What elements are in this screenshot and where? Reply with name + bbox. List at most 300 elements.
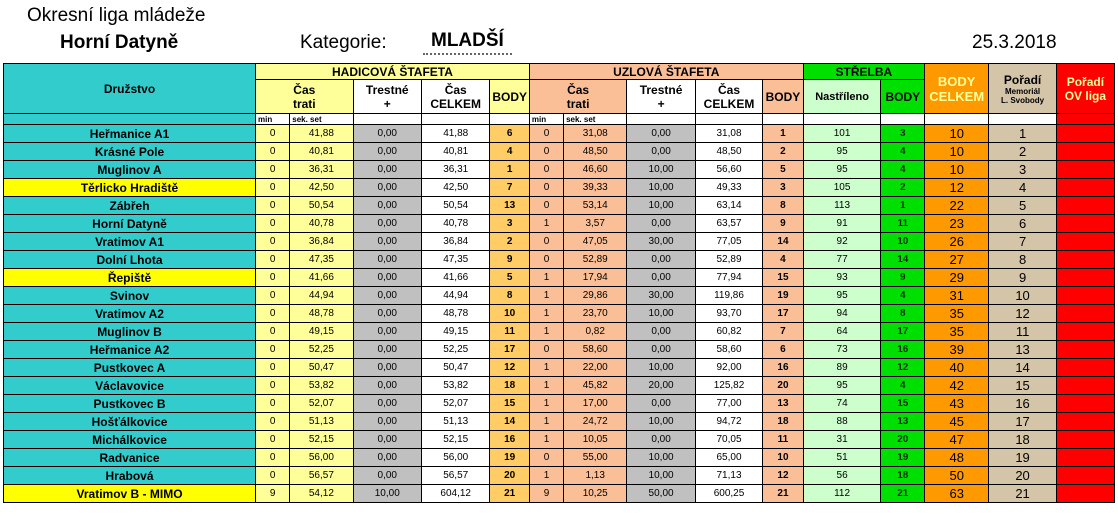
knot-min-cell: 0 [529,341,563,359]
knot-total-time-cell: 94,72 [695,413,762,431]
hose-total-time-cell: 41,88 [421,125,489,143]
league-order-cell [1056,269,1114,287]
knot-sec-cell: 53,14 [564,197,627,215]
hose-penalty-cell: 0,00 [353,251,421,269]
shooting-points-cell: 13 [881,413,925,431]
team-name-cell: Krásné Pole [4,143,256,161]
shooting-hits-cell: 93 [803,269,881,287]
knot-points-cell: 13 [763,395,803,413]
shooting-points-cell: 10 [881,233,925,251]
knot-points-cell: 20 [763,377,803,395]
shooting-hits-cell: 91 [803,215,881,233]
knot-total-time-cell: 70,05 [695,431,762,449]
knot-penalty-cell: 10,00 [627,467,695,485]
knot-points-cell: 14 [763,233,803,251]
hose-total-time-cell: 52,15 [421,431,489,449]
total-points-cell: 43 [925,395,989,413]
knot-total-time-cell: 71,13 [695,467,762,485]
hose-min-cell: 0 [256,251,290,269]
col-h-time-l1: Čas [293,82,316,97]
shooting-hits-cell: 89 [803,359,881,377]
hose-min-cell: 0 [256,431,290,449]
team-name-cell: Vratimov B - MIMO [4,485,256,503]
shooting-points-cell: 19 [881,449,925,467]
hose-penalty-cell: 0,00 [353,161,421,179]
league-order-cell [1056,413,1114,431]
knot-total-time-cell: 125,82 [695,377,762,395]
league-order-cell [1056,467,1114,485]
knot-points-cell: 3 [763,179,803,197]
hose-total-time-cell: 44,94 [421,287,489,305]
hose-total-time-cell: 52,25 [421,341,489,359]
shooting-hits-cell: 95 [803,377,881,395]
knot-min-cell: 1 [529,431,563,449]
knot-sec-cell: 10,25 [564,485,627,503]
knot-sec-cell: 46,60 [564,161,627,179]
team-name-cell: Hrabová [4,467,256,485]
hose-min-cell: 0 [256,179,290,197]
hose-min-cell: 0 [256,359,290,377]
knot-total-time-cell: 49,33 [695,179,762,197]
shooting-points-cell: 1 [881,197,925,215]
hose-penalty-cell: 0,00 [353,287,421,305]
hose-penalty-cell: 0,00 [353,215,421,233]
knot-penalty-cell: 0,00 [627,143,695,161]
total-points-cell: 22 [925,197,989,215]
hose-min-cell: 0 [256,269,290,287]
hose-points-cell: 3 [490,215,529,233]
table-row [4,143,1115,161]
col-h-points: BODY [490,80,529,114]
shooting-points-cell: 4 [881,161,925,179]
memorial-order-cell: 7 [989,233,1056,251]
hose-min-cell: 0 [256,143,290,161]
table-row [4,467,1115,485]
unit-blank [4,114,256,125]
table-row [4,449,1115,467]
knot-sec-cell: 10,05 [564,431,627,449]
col-order [989,64,1056,114]
team-name-cell: Muglinov B [4,323,256,341]
hose-sec-cell: 54,12 [290,485,353,503]
hose-total-time-cell: 56,00 [421,449,489,467]
header-row-1 [4,64,1115,80]
total-points-cell: 23 [925,215,989,233]
hose-points-cell: 1 [490,161,529,179]
team-name-cell: Řepiště [4,269,256,287]
total-points-cell: 39 [925,341,989,359]
hose-total-time-cell: 36,84 [421,233,489,251]
knot-penalty-cell: 10,00 [627,161,695,179]
knot-points-cell: 1 [763,125,803,143]
knot-points-cell: 10 [763,449,803,467]
hose-sec-cell: 50,47 [290,359,353,377]
shooting-hits-cell: 31 [803,431,881,449]
shooting-hits-cell: 95 [803,161,881,179]
knot-sec-cell: 52,89 [564,251,627,269]
competition-date: 25.3.2018 [972,32,1057,53]
hose-points-cell: 10 [490,305,529,323]
col-total-points-line1: BODY [937,73,976,89]
table-row [4,233,1115,251]
knot-total-time-cell: 93,70 [695,305,762,323]
shooting-points-cell: 21 [881,485,925,503]
team-name-cell: Dolní Lhota [4,251,256,269]
league-order-cell [1056,431,1114,449]
knot-sec-cell: 39,33 [564,179,627,197]
knot-sec-cell: 24,72 [564,413,627,431]
hose-penalty-cell: 0,00 [353,197,421,215]
total-points-cell: 40 [925,359,989,377]
knot-min-cell: 1 [529,359,563,377]
hose-sec-cell: 50,54 [290,197,353,215]
col-total-points [925,64,989,114]
total-points-cell: 12 [925,179,989,197]
knot-min-cell: 1 [529,413,563,431]
hose-penalty-cell: 0,00 [353,431,421,449]
knot-total-time-cell: 60,82 [695,323,762,341]
knot-min-cell: 1 [529,269,563,287]
hose-penalty-cell: 0,00 [353,377,421,395]
knot-penalty-cell: 10,00 [627,197,695,215]
knot-points-cell: 4 [763,251,803,269]
total-points-cell: 45 [925,413,989,431]
shooting-hits-cell: 73 [803,341,881,359]
club-title: Horní Datyně [60,32,179,53]
team-name-cell: Horní Datyně [4,215,256,233]
hose-points-cell: 5 [490,269,529,287]
memorial-order-cell: 20 [989,467,1056,485]
col-k-time-l2: trati [566,96,590,111]
col-order-line2: Memoriál [1005,86,1041,96]
total-points-cell: 27 [925,251,989,269]
knot-total-time-cell: 52,89 [695,251,762,269]
knot-total-time-cell: 48,50 [695,143,762,161]
shooting-hits-cell: 92 [803,233,881,251]
hose-penalty-cell: 0,00 [353,341,421,359]
shooting-points-cell: 3 [881,125,925,143]
hose-total-time-cell: 42,50 [421,179,489,197]
hose-penalty-cell: 0,00 [353,467,421,485]
hose-sec-cell: 56,57 [290,467,353,485]
hose-points-cell: 15 [490,395,529,413]
knot-points-cell: 7 [763,323,803,341]
memorial-order-cell: 4 [989,179,1056,197]
knot-sec-cell: 45,82 [564,377,627,395]
hose-total-time-cell: 51,13 [421,413,489,431]
table-row [4,215,1115,233]
team-name-cell: Vratimov A1 [4,233,256,251]
hose-sec-cell: 36,84 [290,233,353,251]
knot-penalty-cell: 10,00 [627,305,695,323]
col-knot-relay: UZLOVÁ ŠTAFETA [529,64,803,80]
knot-sec-cell: 31,08 [564,125,627,143]
hose-penalty-cell: 0,00 [353,233,421,251]
knot-sec-cell: 17,00 [564,395,627,413]
hose-points-cell: 19 [490,449,529,467]
knot-min-cell: 9 [529,485,563,503]
col-k-total-l1: Čas [718,82,741,97]
col-order-line1: Pořadí [1003,72,1042,87]
hose-total-time-cell: 50,47 [421,359,489,377]
memorial-order-cell: 13 [989,341,1056,359]
knot-penalty-cell: 10,00 [627,179,695,197]
knot-penalty-cell: 0,00 [627,341,695,359]
hose-sec-cell: 53,82 [290,377,353,395]
league-order-cell [1056,287,1114,305]
memorial-order-cell: 2 [989,143,1056,161]
team-name-cell: Heřmanice A1 [4,125,256,143]
hose-total-time-cell: 604,12 [421,485,489,503]
hose-min-cell: 0 [256,377,290,395]
hose-sec-cell: 44,94 [290,287,353,305]
hose-sec-cell: 47,35 [290,251,353,269]
team-name-cell: Pustkovec A [4,359,256,377]
knot-min-cell: 0 [529,233,563,251]
memorial-order-cell: 21 [989,485,1056,503]
hose-penalty-cell: 0,00 [353,359,421,377]
hose-min-cell: 0 [256,215,290,233]
knot-total-time-cell: 119,86 [695,287,762,305]
knot-sec-cell: 29,86 [564,287,627,305]
shooting-hits-cell: 112 [803,485,881,503]
shooting-points-cell: 2 [881,179,925,197]
hose-penalty-cell: 0,00 [353,395,421,413]
memorial-order-cell: 10 [989,287,1056,305]
knot-points-cell: 9 [763,215,803,233]
shooting-hits-cell: 88 [803,413,881,431]
memorial-order-cell: 11 [989,323,1056,341]
knot-penalty-cell: 10,00 [627,413,695,431]
team-name-cell: Zábřeh [4,197,256,215]
table-row [4,161,1115,179]
knot-points-cell: 11 [763,431,803,449]
col-s-points: BODY [881,80,925,114]
league-order-cell [1056,179,1114,197]
knot-min-cell: 0 [529,449,563,467]
knot-total-time-cell: 77,05 [695,233,762,251]
league-order-cell [1056,395,1114,413]
knot-penalty-cell: 0,00 [627,251,695,269]
hose-total-time-cell: 53,82 [421,377,489,395]
table-row [4,269,1115,287]
total-points-cell: 10 [925,161,989,179]
col-k-penalty [627,80,695,114]
col-k-time-l1: Čas [567,82,590,97]
knot-sec-cell: 23,70 [564,305,627,323]
hose-total-time-cell: 49,15 [421,323,489,341]
hose-sec-cell: 41,88 [290,125,353,143]
table-row [4,179,1115,197]
hose-sec-cell: 52,15 [290,431,353,449]
hose-points-cell: 13 [490,197,529,215]
league-order-cell [1056,359,1114,377]
memorial-order-cell: 16 [989,395,1056,413]
shooting-points-cell: 8 [881,305,925,323]
shooting-points-cell: 11 [881,215,925,233]
hose-points-cell: 18 [490,377,529,395]
hose-min-cell: 0 [256,233,290,251]
hose-sec-cell: 49,15 [290,323,353,341]
knot-min-cell: 0 [529,179,563,197]
shooting-hits-cell: 94 [803,305,881,323]
hose-min-cell: 9 [256,485,290,503]
total-points-cell: 31 [925,287,989,305]
league-order-cell [1056,377,1114,395]
hose-total-time-cell: 41,66 [421,269,489,287]
table-row [4,323,1115,341]
memorial-order-cell: 17 [989,413,1056,431]
league-order-cell [1056,125,1114,143]
knot-points-cell: 16 [763,359,803,377]
col-k-time [529,80,626,114]
league-order-cell [1056,233,1114,251]
knot-sec-cell: 47,05 [564,233,627,251]
table-row [4,413,1115,431]
memorial-order-cell: 1 [989,125,1056,143]
col-h-penalty-l2: + [383,96,391,111]
knot-min-cell: 1 [529,287,563,305]
league-order-cell [1056,197,1114,215]
hose-total-time-cell: 47,35 [421,251,489,269]
knot-sec-cell: 1,13 [564,467,627,485]
table-row [4,197,1115,215]
knot-total-time-cell: 63,57 [695,215,762,233]
knot-min-cell: 1 [529,467,563,485]
memorial-order-cell: 9 [989,269,1056,287]
unit-blank [925,114,989,125]
memorial-order-cell: 6 [989,215,1056,233]
hose-min-cell: 0 [256,287,290,305]
hose-total-time-cell: 40,81 [421,143,489,161]
league-title: Okresní liga mládeže [27,5,206,26]
team-name-cell: Václavovice [4,377,256,395]
knot-sec-cell: 55,00 [564,449,627,467]
knot-sec-cell: 17,94 [564,269,627,287]
col-league-order-line2: OV liga [1064,88,1107,103]
header-row-units [4,114,1115,125]
hose-min-cell: 0 [256,467,290,485]
total-points-cell: 10 [925,143,989,161]
knot-penalty-cell: 10,00 [627,449,695,467]
hose-points-cell: 2 [490,233,529,251]
knot-points-cell: 2 [763,143,803,161]
hose-sec-cell: 52,07 [290,395,353,413]
hose-points-cell: 12 [490,359,529,377]
knot-min-cell: 1 [529,395,563,413]
unit-blank [695,114,762,125]
shooting-points-cell: 12 [881,359,925,377]
total-points-cell: 50 [925,467,989,485]
total-points-cell: 29 [925,269,989,287]
hose-sec-cell: 42,50 [290,179,353,197]
shooting-points-cell: 20 [881,431,925,449]
team-name-cell: Těrlicko Hradiště [4,179,256,197]
shooting-hits-cell: 56 [803,467,881,485]
total-points-cell: 42 [925,377,989,395]
hose-points-cell: 20 [490,467,529,485]
hose-points-cell: 17 [490,341,529,359]
league-order-cell [1056,251,1114,269]
hose-points-cell: 9 [490,251,529,269]
memorial-order-cell: 19 [989,449,1056,467]
results-table [3,63,1115,503]
hose-penalty-cell: 0,00 [353,449,421,467]
table-row [4,125,1115,143]
shooting-points-cell: 14 [881,251,925,269]
hose-min-cell: 0 [256,197,290,215]
shooting-hits-cell: 95 [803,287,881,305]
league-order-cell [1056,341,1114,359]
hose-sec-cell: 51,13 [290,413,353,431]
hose-points-cell: 14 [490,413,529,431]
hose-penalty-cell: 0,00 [353,323,421,341]
hose-min-cell: 0 [256,395,290,413]
col-k-penalty-l2: + [657,96,665,111]
knot-min-cell: 1 [529,377,563,395]
col-h-penalty [353,80,421,114]
shooting-hits-cell: 77 [803,251,881,269]
knot-total-time-cell: 600,25 [695,485,762,503]
shooting-points-cell: 16 [881,341,925,359]
hose-sec-cell: 40,78 [290,215,353,233]
memorial-order-cell: 18 [989,431,1056,449]
memorial-order-cell: 3 [989,161,1056,179]
knot-total-time-cell: 77,00 [695,395,762,413]
knot-penalty-cell: 30,00 [627,287,695,305]
team-name-cell: Radvanice [4,449,256,467]
memorial-order-cell: 15 [989,377,1056,395]
col-k-total-l2: CELKEM [703,96,755,111]
col-k-penalty-l1: Trestné [639,82,683,97]
knot-sec-cell: 3,57 [564,215,627,233]
league-order-cell [1056,215,1114,233]
hose-penalty-cell: 0,00 [353,143,421,161]
col-h-penalty-l1: Trestné [365,82,409,97]
shooting-points-cell: 18 [881,467,925,485]
knot-total-time-cell: 56,60 [695,161,762,179]
knot-min-cell: 0 [529,161,563,179]
total-points-cell: 10 [925,125,989,143]
hose-penalty-cell: 0,00 [353,125,421,143]
hose-points-cell: 11 [490,323,529,341]
hose-min-cell: 0 [256,161,290,179]
table-row [4,341,1115,359]
col-s-hits: Nastříleno [803,80,881,114]
hose-penalty-cell: 0,00 [353,413,421,431]
category-value: MLADŠÍ [423,30,512,55]
unit-k-min: min [529,114,563,125]
table-row [4,251,1115,269]
hose-points-cell: 7 [490,179,529,197]
knot-min-cell: 1 [529,215,563,233]
category-label: Kategorie: [300,32,387,53]
table-row [4,431,1115,449]
table-row [4,485,1115,503]
knot-total-time-cell: 31,08 [695,125,762,143]
knot-min-cell: 1 [529,323,563,341]
knot-points-cell: 19 [763,287,803,305]
unit-blank [803,114,881,125]
unit-blank [421,114,489,125]
team-name-cell: Vratimov A2 [4,305,256,323]
hose-sec-cell: 36,31 [290,161,353,179]
col-team: Družstvo [4,64,256,114]
memorial-order-cell: 8 [989,251,1056,269]
knot-points-cell: 12 [763,467,803,485]
hose-min-cell: 0 [256,449,290,467]
col-h-time [256,80,353,114]
